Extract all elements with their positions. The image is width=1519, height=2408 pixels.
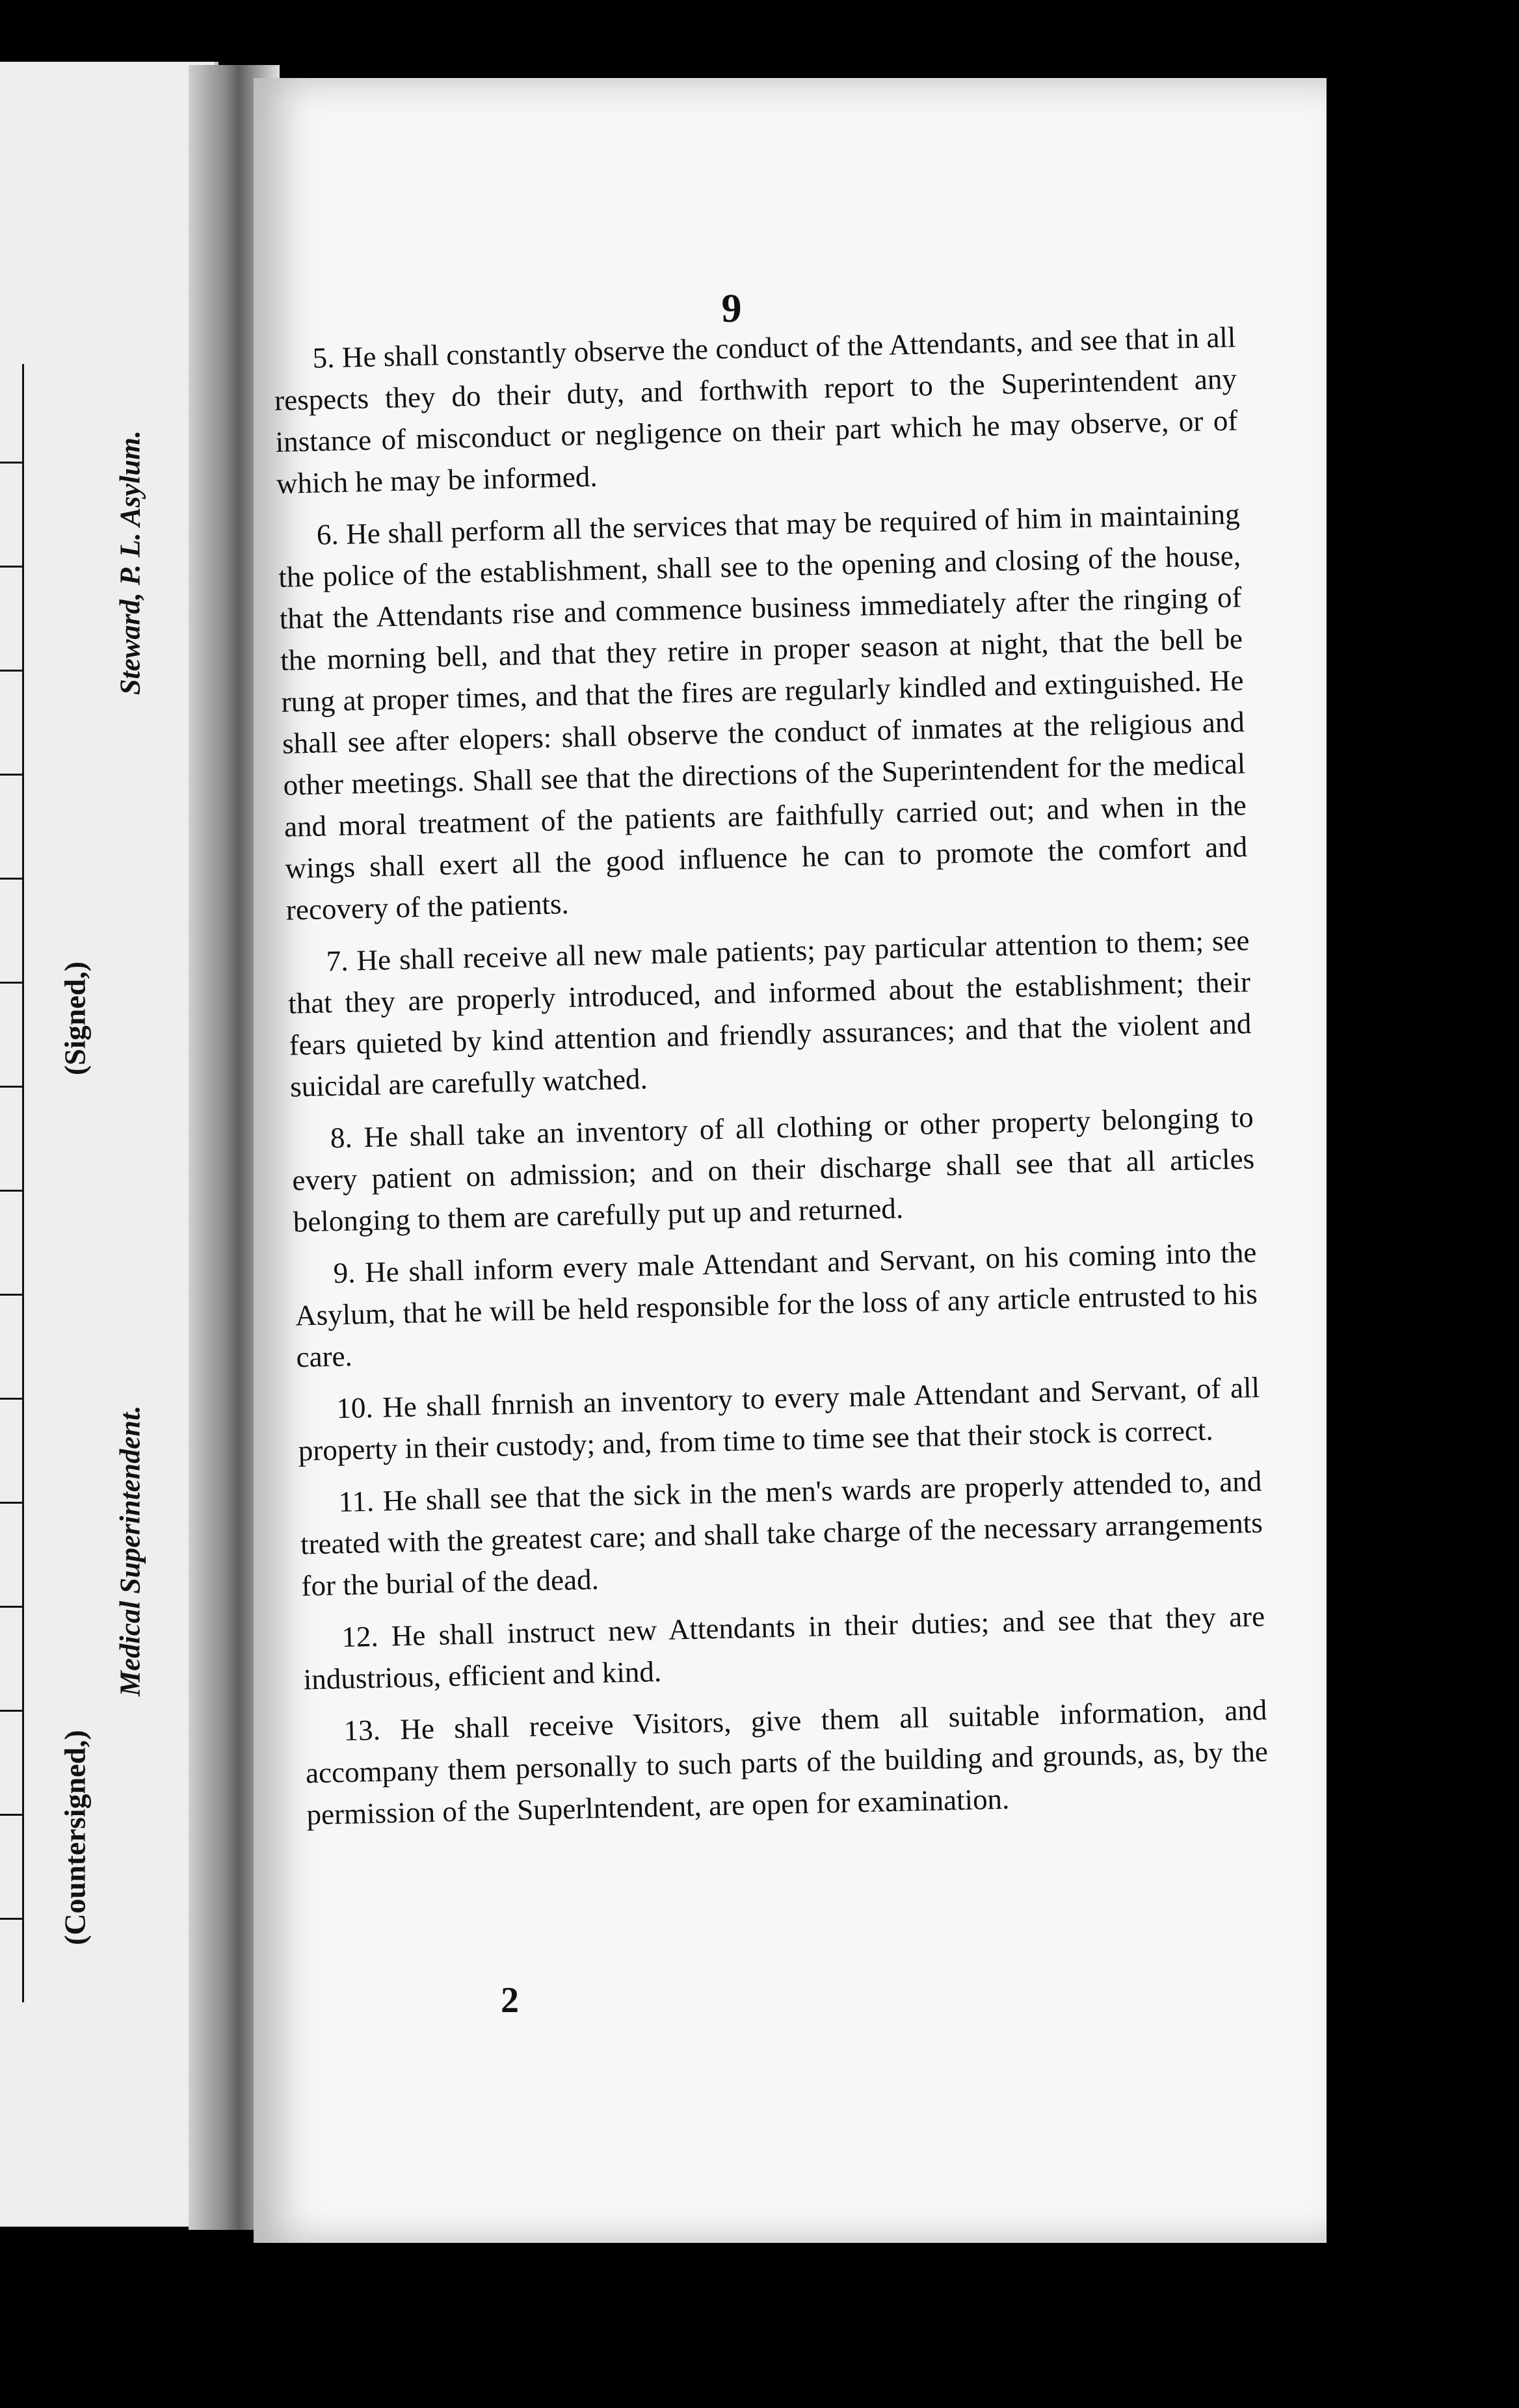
rule-paragraph-5: 5. He shall constantly observe the conduct of the Attendants, and see that in all respects they do their duty, and forthwith report to the Superintendent any instance of misconduct or negligence on their part which he may observe, or of which he may be informed.: [274, 321, 1238, 500]
countersigned-label: (Countersigned,): [58, 1730, 92, 1945]
rule-paragraph-13: 13. He shall receive Visitors, give them all suitable information, and accompany them personally to such parts of the building and grounds, as, by the permission of the Superlntendent, are open for examination.: [305, 1693, 1269, 1831]
rule-tick: [0, 1710, 22, 1712]
signature-mark: 2: [501, 1980, 519, 2021]
rule-paragraph-8: 8. He shall take an inventory of all clothing or other property belonging to every patient on admission; and on their discharge shall see that all articles belonging to them are carefully put up and returned.: [291, 1101, 1255, 1238]
rule-paragraph-12: 12. He shall instruct new Attendants in their duties; and see that they are industrious, efficient and kind.: [303, 1599, 1265, 1696]
rule-paragraph-7: 7. He shall receive all new male patients; pay particular attention to them; see that they are properly introduced, and informed about the establishment; their fears quieted by kind attention and friendly assurances; and that the violent and suicidal are carefully watched.: [287, 924, 1252, 1103]
rule-tick: [0, 774, 22, 776]
rule-tick: [0, 566, 22, 568]
left-page: [0, 62, 218, 2227]
rule-paragraph-10: 10. He shall fnrnish an inventory to every male Attendant and Servant, of all property in their custody; and, from time to time see that their stock is correct.: [298, 1371, 1260, 1467]
medical-superintendent-label: Medical Superintendent.: [114, 1405, 146, 1697]
rule-tick: [0, 670, 22, 672]
left-ruled-margin: [0, 364, 24, 2002]
rule-tick: [0, 1398, 22, 1400]
rule-tick: [0, 1294, 22, 1296]
rule-tick: [0, 982, 22, 984]
signed-label: (Signed,): [58, 961, 92, 1076]
rules-text: [273, 316, 1269, 1846]
rule-tick: [0, 878, 22, 880]
rule-tick: [0, 1190, 22, 1192]
rule-tick: [0, 1502, 22, 1504]
rule-paragraph-6: 6. He shall perform all the services that may be required of him in maintaining the police of the establishment, shall see to the opening and closing of the house, that the Attendants rise and commence business immediately after the ringing of the morning bell, and that they retire in proper season at night, that the bell be rung at proper times, and that the fires are regularly kindled and extinguished. He shall see after elopers: shall observe the conduct of inmates at the religious and other meetings. Shall see that the directions of the Superintendent for the medical and moral treatment of the patients are faithfully carried out; and when in the wings shall exert all the good influence he can to promote the comfort and recovery of the patients.: [278, 497, 1248, 926]
steward-signature-label: Steward, P. L. Asylum.: [114, 430, 146, 696]
rule-tick: [0, 462, 22, 464]
page-number: 9: [721, 287, 742, 331]
rule-paragraph-9: 9. He shall inform every male Attendant and Servant, on his coming into the Asylum, that he will be held responsible for the loss of any article entrusted to his care.: [295, 1236, 1258, 1374]
rule-tick: [0, 1814, 22, 1816]
rule-tick: [0, 1918, 22, 1920]
rule-tick: [0, 1606, 22, 1608]
rule-tick: [0, 1086, 22, 1088]
rule-paragraph-11: 11. He shall see that the sick in the men's wards are properly attended to, and treated with the greatest care; and shall take charge of the necessary arrangements for the burial of the dead.: [300, 1464, 1263, 1603]
